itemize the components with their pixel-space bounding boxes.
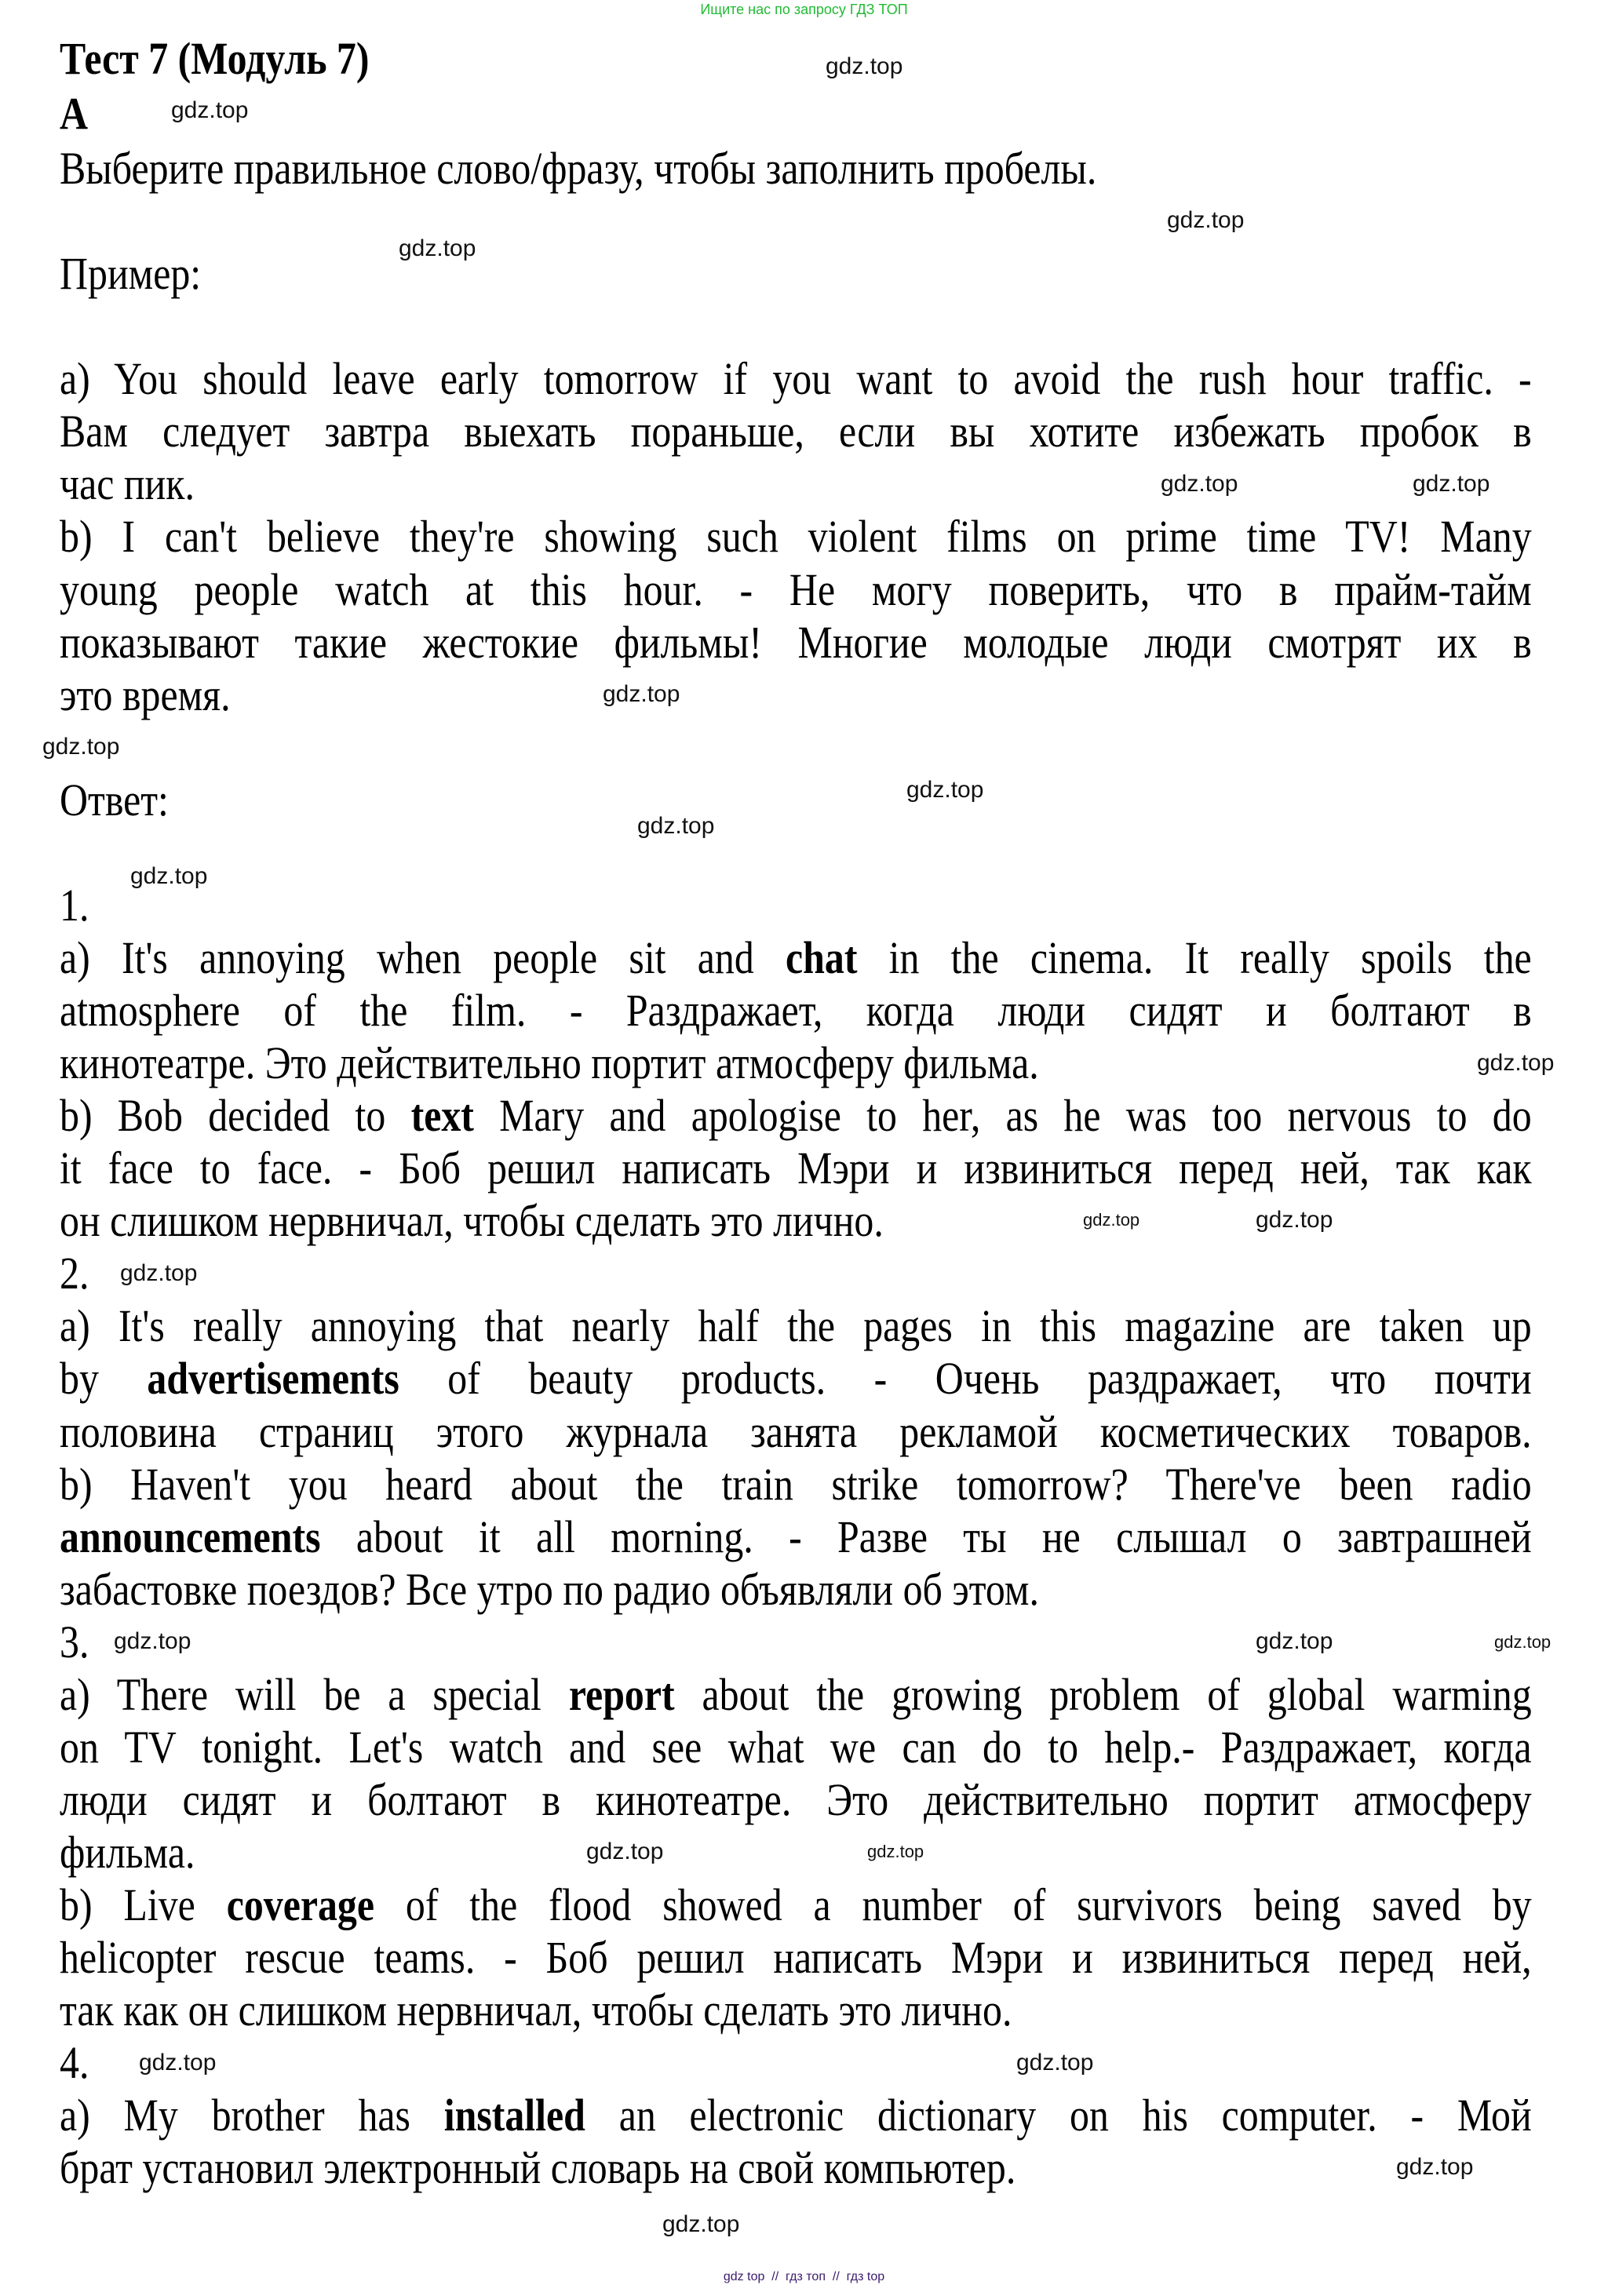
text-line (60, 984, 1532, 1037)
text-line (60, 563, 1532, 616)
answer-word: report (568, 1668, 675, 1720)
text-segment: Вам следует завтра выехать пораньше, если вы хотите избежать пробок в (60, 406, 1532, 457)
watermark: gdz.top (1396, 2154, 1474, 2180)
text-segment: 3. (60, 1616, 89, 1667)
text-line (60, 774, 1532, 826)
text-line (60, 2036, 1532, 2089)
text-segment: 1. (60, 879, 89, 931)
text-segment: a) It's annoying when people sit and (60, 931, 786, 983)
text-segment: a) My brother has (60, 2090, 444, 2141)
document-body (60, 142, 1532, 2194)
text-segment: b) I can't believe they're showing such violent films on prime time TV! Many (60, 511, 1532, 563)
text-line (60, 247, 1532, 300)
bottom-banner: gdz top // гдз топ // гдз top (723, 2270, 885, 2283)
text-segment: фильма. (60, 1827, 195, 1878)
text-segment: Mary and apologise to her, as he was too nervous to do (473, 1090, 1532, 1142)
answer-word: advertisements (147, 1353, 399, 1405)
text-line (60, 1931, 1532, 1984)
text-segment: it face to face. - Боб решил написать Мэри и извиниться перед ней, так как (60, 1143, 1532, 1194)
text-line (60, 879, 1532, 931)
watermark: gdz.top (603, 681, 680, 707)
top-banner: Ищите нас по запросу ГДЗ ТОП (700, 2, 908, 17)
text-segment: b) Live (60, 1879, 227, 1931)
text-segment: of the flood showed a number of survivors being saved by (374, 1879, 1532, 1931)
text-line (60, 1352, 1532, 1405)
text-line (60, 2141, 1532, 2194)
text-segment: Выберите правильное слово/фразу, чтобы заполнить пробелы. (60, 143, 1097, 194)
text-line (60, 405, 1532, 457)
answer-word: announcements (60, 1511, 321, 1562)
text-line (60, 1037, 1532, 1089)
watermark: gdz.top (130, 863, 208, 889)
watermark: gdz.top (42, 734, 120, 760)
text-line (60, 510, 1532, 563)
text-segment: Ответ: (60, 774, 169, 825)
text-line (60, 1984, 1532, 2036)
watermark: gdz.top (1256, 1628, 1333, 1654)
text-segment: about it all morning. - Разве ты не слышал о завтрашней (320, 1511, 1532, 1562)
watermark: gdz.top (637, 813, 715, 839)
text-segment: так как он слишком нервничал, чтобы сделать это лично. (60, 1984, 1012, 2036)
text-line (60, 669, 1532, 721)
watermark: gdz.top (867, 1842, 924, 1861)
text-line (60, 1826, 1532, 1879)
text-line (60, 1458, 1532, 1511)
answer-word: coverage (226, 1879, 375, 1931)
watermark: gdz.top (906, 777, 984, 803)
text-segment: helicopter rescue teams. - Боб решил написать Мэри и извиниться перед ней, (60, 1932, 1532, 1984)
watermark: gdz.top (826, 53, 903, 79)
text-line (60, 1879, 1532, 1931)
text-segment: 4. (60, 2037, 89, 2089)
text-segment: час пик. (60, 458, 195, 510)
text-segment: брат установил электронный словарь на свой компьютер. (60, 2142, 1016, 2194)
text-segment: atmosphere of the film. - Раздражает, когда люди сидят и болтают в (60, 985, 1532, 1036)
text-line (60, 1511, 1532, 1563)
answer-word: chat (786, 931, 858, 983)
answer-word: text (410, 1090, 474, 1142)
text-line (60, 1405, 1532, 1458)
watermark: gdz.top (399, 235, 476, 261)
watermark: gdz.top (1494, 1632, 1551, 1652)
watermark: gdz.top (1256, 1207, 1333, 1233)
watermark: gdz.top (586, 1839, 664, 1864)
watermark: gdz.top (1167, 207, 1245, 233)
text-segment: люди сидят и болтают в кинотеатре. Это действительно портит атмосферу (60, 1773, 1532, 1825)
text-segment: of beauty products. - Очень раздражает, что почти (399, 1353, 1532, 1405)
text-segment: кинотеатре. Это действительно портит атмосферу фильма. (60, 1037, 1039, 1089)
watermark: gdz.top (1477, 1050, 1555, 1076)
page-title: Тест 7 (Модуль 7) (60, 33, 370, 84)
text-segment: on TV tonight. Let's watch and see what we can do to help.- Раздражает, когда (60, 1721, 1532, 1773)
text-line (60, 1142, 1532, 1194)
watermark: gdz.top (1413, 471, 1490, 497)
text-segment: a) There will be a special (60, 1668, 569, 1720)
watermark: gdz.top (1016, 2050, 1094, 2076)
text-segment: in the cinema. It really spoils the (857, 931, 1532, 983)
text-line (60, 826, 1532, 879)
watermark: gdz.top (114, 1628, 191, 1654)
text-segment: a) You should leave early tomorrow if you want to avoid the rush hour traffic. - (60, 353, 1532, 405)
text-line (60, 195, 1532, 247)
text-segment: about the growing problem of global warming (674, 1668, 1532, 1720)
text-segment: Пример: (60, 248, 202, 300)
watermark: gdz.top (171, 97, 249, 123)
text-line (60, 721, 1532, 774)
text-segment: a) It's really annoying that nearly half the pages in this magazine are taken up (60, 1300, 1532, 1352)
watermark: gdz.top (1083, 1210, 1140, 1230)
text-line (60, 1721, 1532, 1773)
answer-word: installed (443, 2090, 585, 2141)
text-line (60, 457, 1532, 510)
text-line (60, 300, 1532, 352)
text-segment: b) Haven't you heard about the train strike tomorrow? There've been radio (60, 1458, 1532, 1510)
text-segment: an electronic dictionary on his computer. - Мой (585, 2090, 1532, 2141)
text-line (60, 2089, 1532, 2141)
watermark: gdz.top (120, 1260, 198, 1286)
text-line (60, 931, 1532, 984)
text-line (60, 1773, 1532, 1826)
text-segment: половина страниц этого журнала занята рекламой косметических товаров. (60, 1405, 1532, 1457)
text-line (60, 1668, 1532, 1721)
text-segment: b) Bob decided to (60, 1090, 411, 1142)
text-line (60, 616, 1532, 669)
text-line (60, 1563, 1532, 1616)
section-label: A (60, 88, 89, 139)
text-segment: это время. (60, 669, 231, 720)
text-line (60, 1299, 1532, 1352)
text-segment: забастовке поездов? Все утро по радио объявляли об этом. (60, 1563, 1039, 1615)
text-segment: by (60, 1353, 148, 1405)
text-segment: показывают такие жестокие фильмы! Многие молодые люди смотрят их в (60, 616, 1532, 668)
text-line (60, 1089, 1532, 1142)
watermark: gdz.top (139, 2050, 217, 2076)
text-segment: young people watch at this hour. - Не могу поверить, что в прайм-тайм (60, 563, 1532, 615)
text-segment: он слишком нервничал, чтобы сделать это лично. (60, 1195, 884, 1247)
text-line (60, 1247, 1532, 1299)
text-segment: 2. (60, 1248, 89, 1299)
text-line (60, 352, 1532, 405)
watermark: gdz.top (662, 2211, 740, 2237)
text-line (60, 142, 1532, 195)
watermark: gdz.top (1161, 471, 1238, 497)
